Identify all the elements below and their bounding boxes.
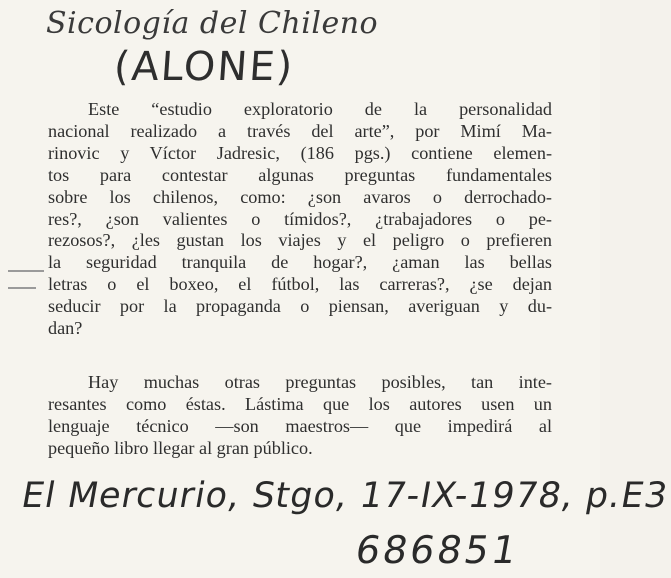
text-line: la seguridad tranquila de hogar?, ¿aman las bellas (48, 252, 552, 273)
article-paragraph-2 (48, 372, 552, 460)
text-line: lenguaje técnico —son maestros— que impedirá al (48, 415, 552, 436)
text-line: dan? (48, 318, 83, 339)
text-line: nacional realizado a través del arte”, por Mimí Ma- (48, 120, 552, 141)
handwritten-author: (ALONE) (112, 44, 296, 90)
text-line: Hay muchas otras preguntas posibles, tan inte- (88, 372, 552, 392)
margin-pencil-mark (8, 287, 36, 289)
text-line: letras o el boxeo, el fútbol, las carreras?, ¿se dejan (48, 274, 552, 295)
article-title: Sicología del Chileno (46, 6, 379, 41)
handwritten-catalog-number: 686851 (352, 528, 523, 572)
text-line: rezosos?, ¿les gustan los viajes y el peligro o prefieren (48, 230, 552, 251)
text-line: pequeño libro llegar al gran público. (48, 437, 313, 458)
text-line: resantes como éstas. Lástima que los autores usen un (48, 393, 552, 414)
article-paragraph-1 (48, 99, 552, 340)
text-line: seducir por la propaganda o piensan, averiguan y du- (48, 296, 552, 317)
margin-pencil-mark (8, 270, 44, 272)
text-line: rinovic y Víctor Jadresic, (186 pgs.) contiene elemen- (48, 142, 552, 163)
text-line: Este “estudio exploratorio de la personalidad (88, 99, 552, 119)
text-line: res?, ¿son valientes o tímidos?, ¿trabajadores o pe- (48, 208, 552, 229)
text-line: sobre los chilenos, como: ¿son avaros o derrochado- (48, 186, 552, 207)
text-line: tos para contestar algunas preguntas fundamentales (48, 164, 552, 185)
handwritten-source-citation: El Mercurio, Stgo, 17-IX-1978, p.E3 (18, 476, 671, 516)
